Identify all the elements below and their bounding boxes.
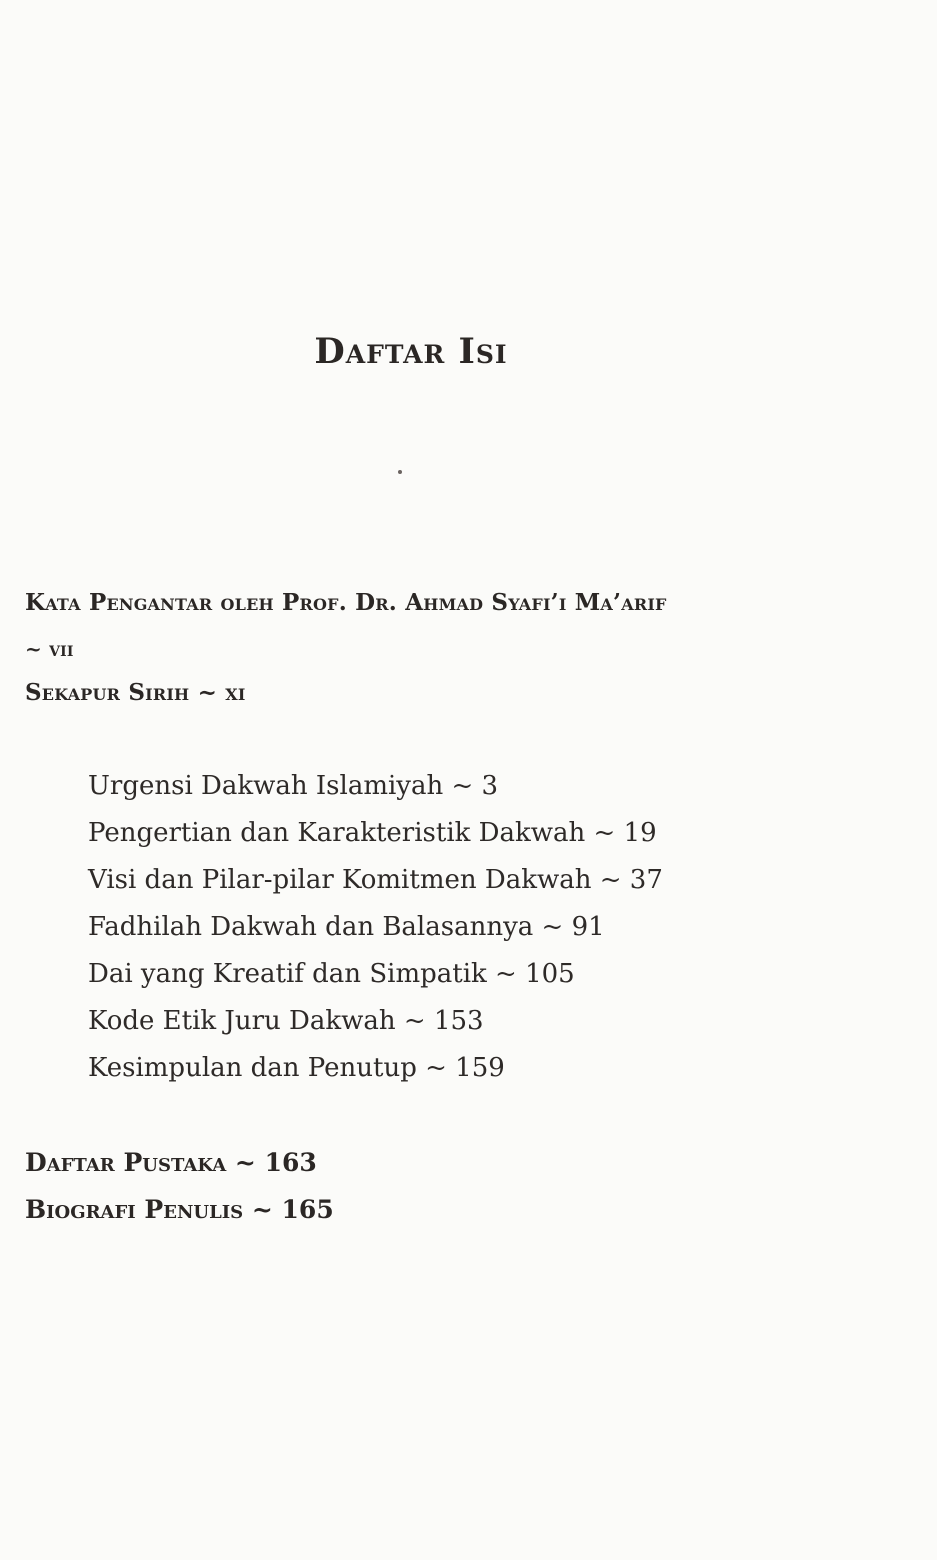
toc-chapter-item: Fadhilah Dakwah dan Balasannya ~ 91 xyxy=(88,912,605,942)
toc-entry-kata-pengantar: Kata Pengantar oleh Prof. Dr. Ahmad Syafi’i Ma’arif xyxy=(25,589,667,616)
toc-chapter-item: Kode Etik Juru Dakwah ~ 153 xyxy=(88,1006,484,1036)
toc-chapter-item: Pengertian dan Karakteristik Dakwah ~ 19 xyxy=(88,818,657,848)
toc-entry-biografi-penulis: Biografi Penulis ~ 165 xyxy=(25,1195,334,1224)
toc-chapter-item: Dai yang Kreatif dan Simpatik ~ 105 xyxy=(88,959,575,989)
toc-entry-daftar-pustaka: Daftar Pustaka ~ 163 xyxy=(25,1148,317,1177)
decorative-dot xyxy=(398,470,402,474)
toc-chapter-item: Visi dan Pilar-pilar Komitmen Dakwah ~ 37 xyxy=(88,865,663,895)
toc-entry-kata-pengantar-page: ~ vii xyxy=(25,637,74,661)
toc-chapter-item: Kesimpulan dan Penutup ~ 159 xyxy=(88,1053,505,1083)
page-title: Daftar Isi xyxy=(314,331,508,372)
toc-entry-sekapur-sirih: Sekapur Sirih ~ xi xyxy=(25,679,246,706)
toc-chapter-item: Urgensi Dakwah Islamiyah ~ 3 xyxy=(88,771,499,801)
